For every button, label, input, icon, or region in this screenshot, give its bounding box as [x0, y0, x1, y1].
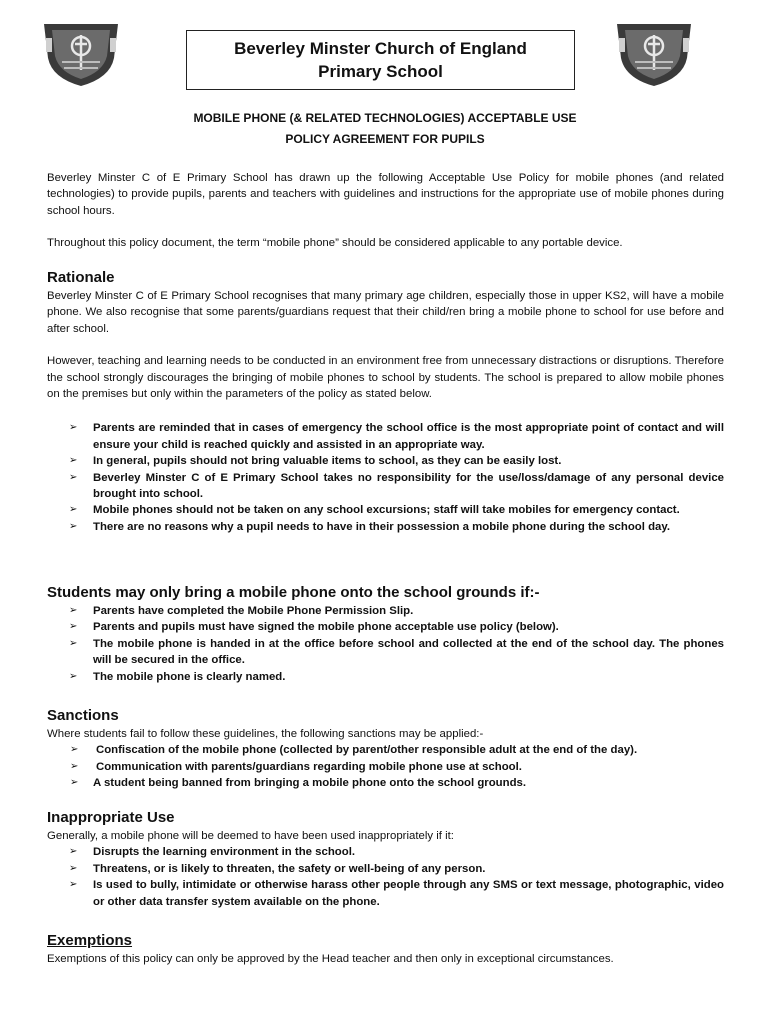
arrow-bullet-icon: ➢ — [70, 760, 79, 772]
list-item: ➢ Parents have completed the Mobile Phone Permission Slip. — [47, 603, 724, 619]
intro-paragraph: Beverley Minster C of E Primary School has drawn up the following Acceptable Use Policy for mobile phones (and related technologies) to provide pupils, parents and teachers with guidelines and instructions for the appropriate use of mobile phones during school hours. — [47, 172, 724, 217]
rationale-bullet-list — [47, 420, 724, 535]
inappropriate-use-bullet-list — [47, 844, 724, 910]
inappropriate-use-intro: Generally, a mobile phone will be deemed to have been used inappropriately if it: — [47, 830, 454, 842]
list-item: ➢ Beverley Minster C of E Primary School takes no responsibility for the use/loss/damage of any personal device brought into school. — [69, 471, 724, 501]
list-item: ➢ Is used to bully, intimidate or otherwise harass other people through any SMS or text message, photographic, video or other data transfer system available on the phone. — [69, 879, 724, 908]
sanctions-section — [47, 706, 724, 792]
list-item: ➢ The mobile phone is clearly named. — [47, 669, 724, 685]
list-item: ➢ Threatens, or is likely to threaten, the safety or well-being of any person. — [47, 861, 724, 877]
arrow-bullet-icon: ➢ — [69, 504, 78, 516]
arrow-bullet-icon: ➢ — [69, 670, 78, 682]
rationale-paragraph-1: Beverley Minster C of E Primary School recognises that many primary age children, especially those in upper KS2, will have a mobile phone. We also recognise that some parents/guardians request that their child/ren bring a mobile phone to school for use before and after school. — [47, 290, 724, 335]
list-item: ➢ The mobile phone is handed in at the office before school and collected at the end of the school day. The phones will be secured in the office. — [69, 637, 724, 667]
list-item: ➢ Disrupts the learning environment in the school. — [47, 844, 724, 860]
list-item: ➢ There are no reasons why a pupil needs to have in their possession a mobile phone during the school day. — [47, 519, 724, 535]
list-item: ➢ In general, pupils should not bring valuable items to school, as they can be easily lost. — [47, 453, 724, 469]
rationale-paragraph-2: However, teaching and learning needs to be conducted in an environment free from unnecessary distractions or disruptions. Therefore the school strongly discourages the bringing of mobile phones to school by students. The school is prepared to allow mobile phones on the premises but only within the parameters of the policy as stated below. — [47, 355, 724, 401]
school-name-line1: Beverley Minster Church of England — [234, 39, 527, 58]
sanctions-bullet-list — [47, 742, 724, 791]
list-item: ➢ Confiscation of the mobile phone (collected by parent/other responsible adult at the end of the day). — [47, 742, 724, 758]
device-note: Throughout this policy document, the term “mobile phone” should be considered applicable to any portable device. — [47, 237, 623, 250]
intro-section — [47, 170, 724, 252]
inappropriate-use-section — [47, 808, 724, 910]
school-crest-right-icon — [611, 18, 697, 90]
school-name-line2: Primary School — [318, 62, 443, 81]
exemptions-text: Exemptions of this policy can only be approved by the Head teacher and then only in exceptional circumstances. — [47, 953, 614, 965]
list-item: ➢ Parents are reminded that in cases of emergency the school office is the most appropriate point of contact and will ensure your child is reached quickly and assisted in an appropriate way. — [69, 422, 724, 451]
school-crest-left-icon — [38, 18, 124, 90]
arrow-bullet-icon: ➢ — [69, 455, 78, 467]
arrow-bullet-icon: ➢ — [69, 879, 78, 891]
conditions-bullet-list — [47, 603, 724, 685]
conditions-section — [47, 583, 724, 685]
sanctions-heading: Sanctions — [47, 707, 119, 724]
sanctions-intro: Where students fail to follow these guidelines, the following sanctions may be applied:- — [47, 728, 484, 740]
arrow-bullet-icon: ➢ — [69, 422, 78, 434]
conditions-heading: Students may only bring a mobile phone onto the school grounds if:- — [47, 584, 540, 601]
list-item: ➢ Communication with parents/guardians regarding mobile phone use at school. — [47, 759, 724, 775]
rationale-section — [47, 268, 724, 535]
exemptions-heading: Exemptions — [47, 932, 133, 949]
arrow-bullet-icon: ➢ — [69, 637, 78, 649]
policy-title-line2: POLICY AGREEMENT FOR PUPILS — [285, 132, 485, 146]
policy-title — [150, 108, 620, 150]
inappropriate-use-heading: Inappropriate Use — [47, 809, 175, 826]
arrow-bullet-icon: ➢ — [69, 621, 78, 633]
list-item: ➢ Parents and pupils must have signed the mobile phone acceptable use policy (below). — [47, 619, 724, 635]
arrow-bullet-icon: ➢ — [70, 744, 79, 756]
arrow-bullet-icon: ➢ — [69, 520, 78, 532]
arrow-bullet-icon: ➢ — [69, 605, 78, 616]
list-item: ➢ A student being banned from bringing a mobile phone onto the school grounds. — [47, 775, 724, 791]
arrow-bullet-icon: ➢ — [70, 777, 79, 789]
arrow-bullet-icon: ➢ — [69, 846, 78, 858]
policy-title-line1: MOBILE PHONE (& RELATED TECHNOLOGIES) ACCEPTABLE USE — [193, 111, 577, 125]
arrow-bullet-icon: ➢ — [69, 862, 78, 874]
exemptions-section — [47, 931, 724, 967]
school-name-box — [186, 30, 575, 90]
arrow-bullet-icon: ➢ — [69, 471, 78, 483]
rationale-heading: Rationale — [47, 269, 115, 286]
list-item: ➢ Mobile phones should not be taken on any school excursions; staff will take mobiles for emergency contact. — [47, 502, 724, 518]
